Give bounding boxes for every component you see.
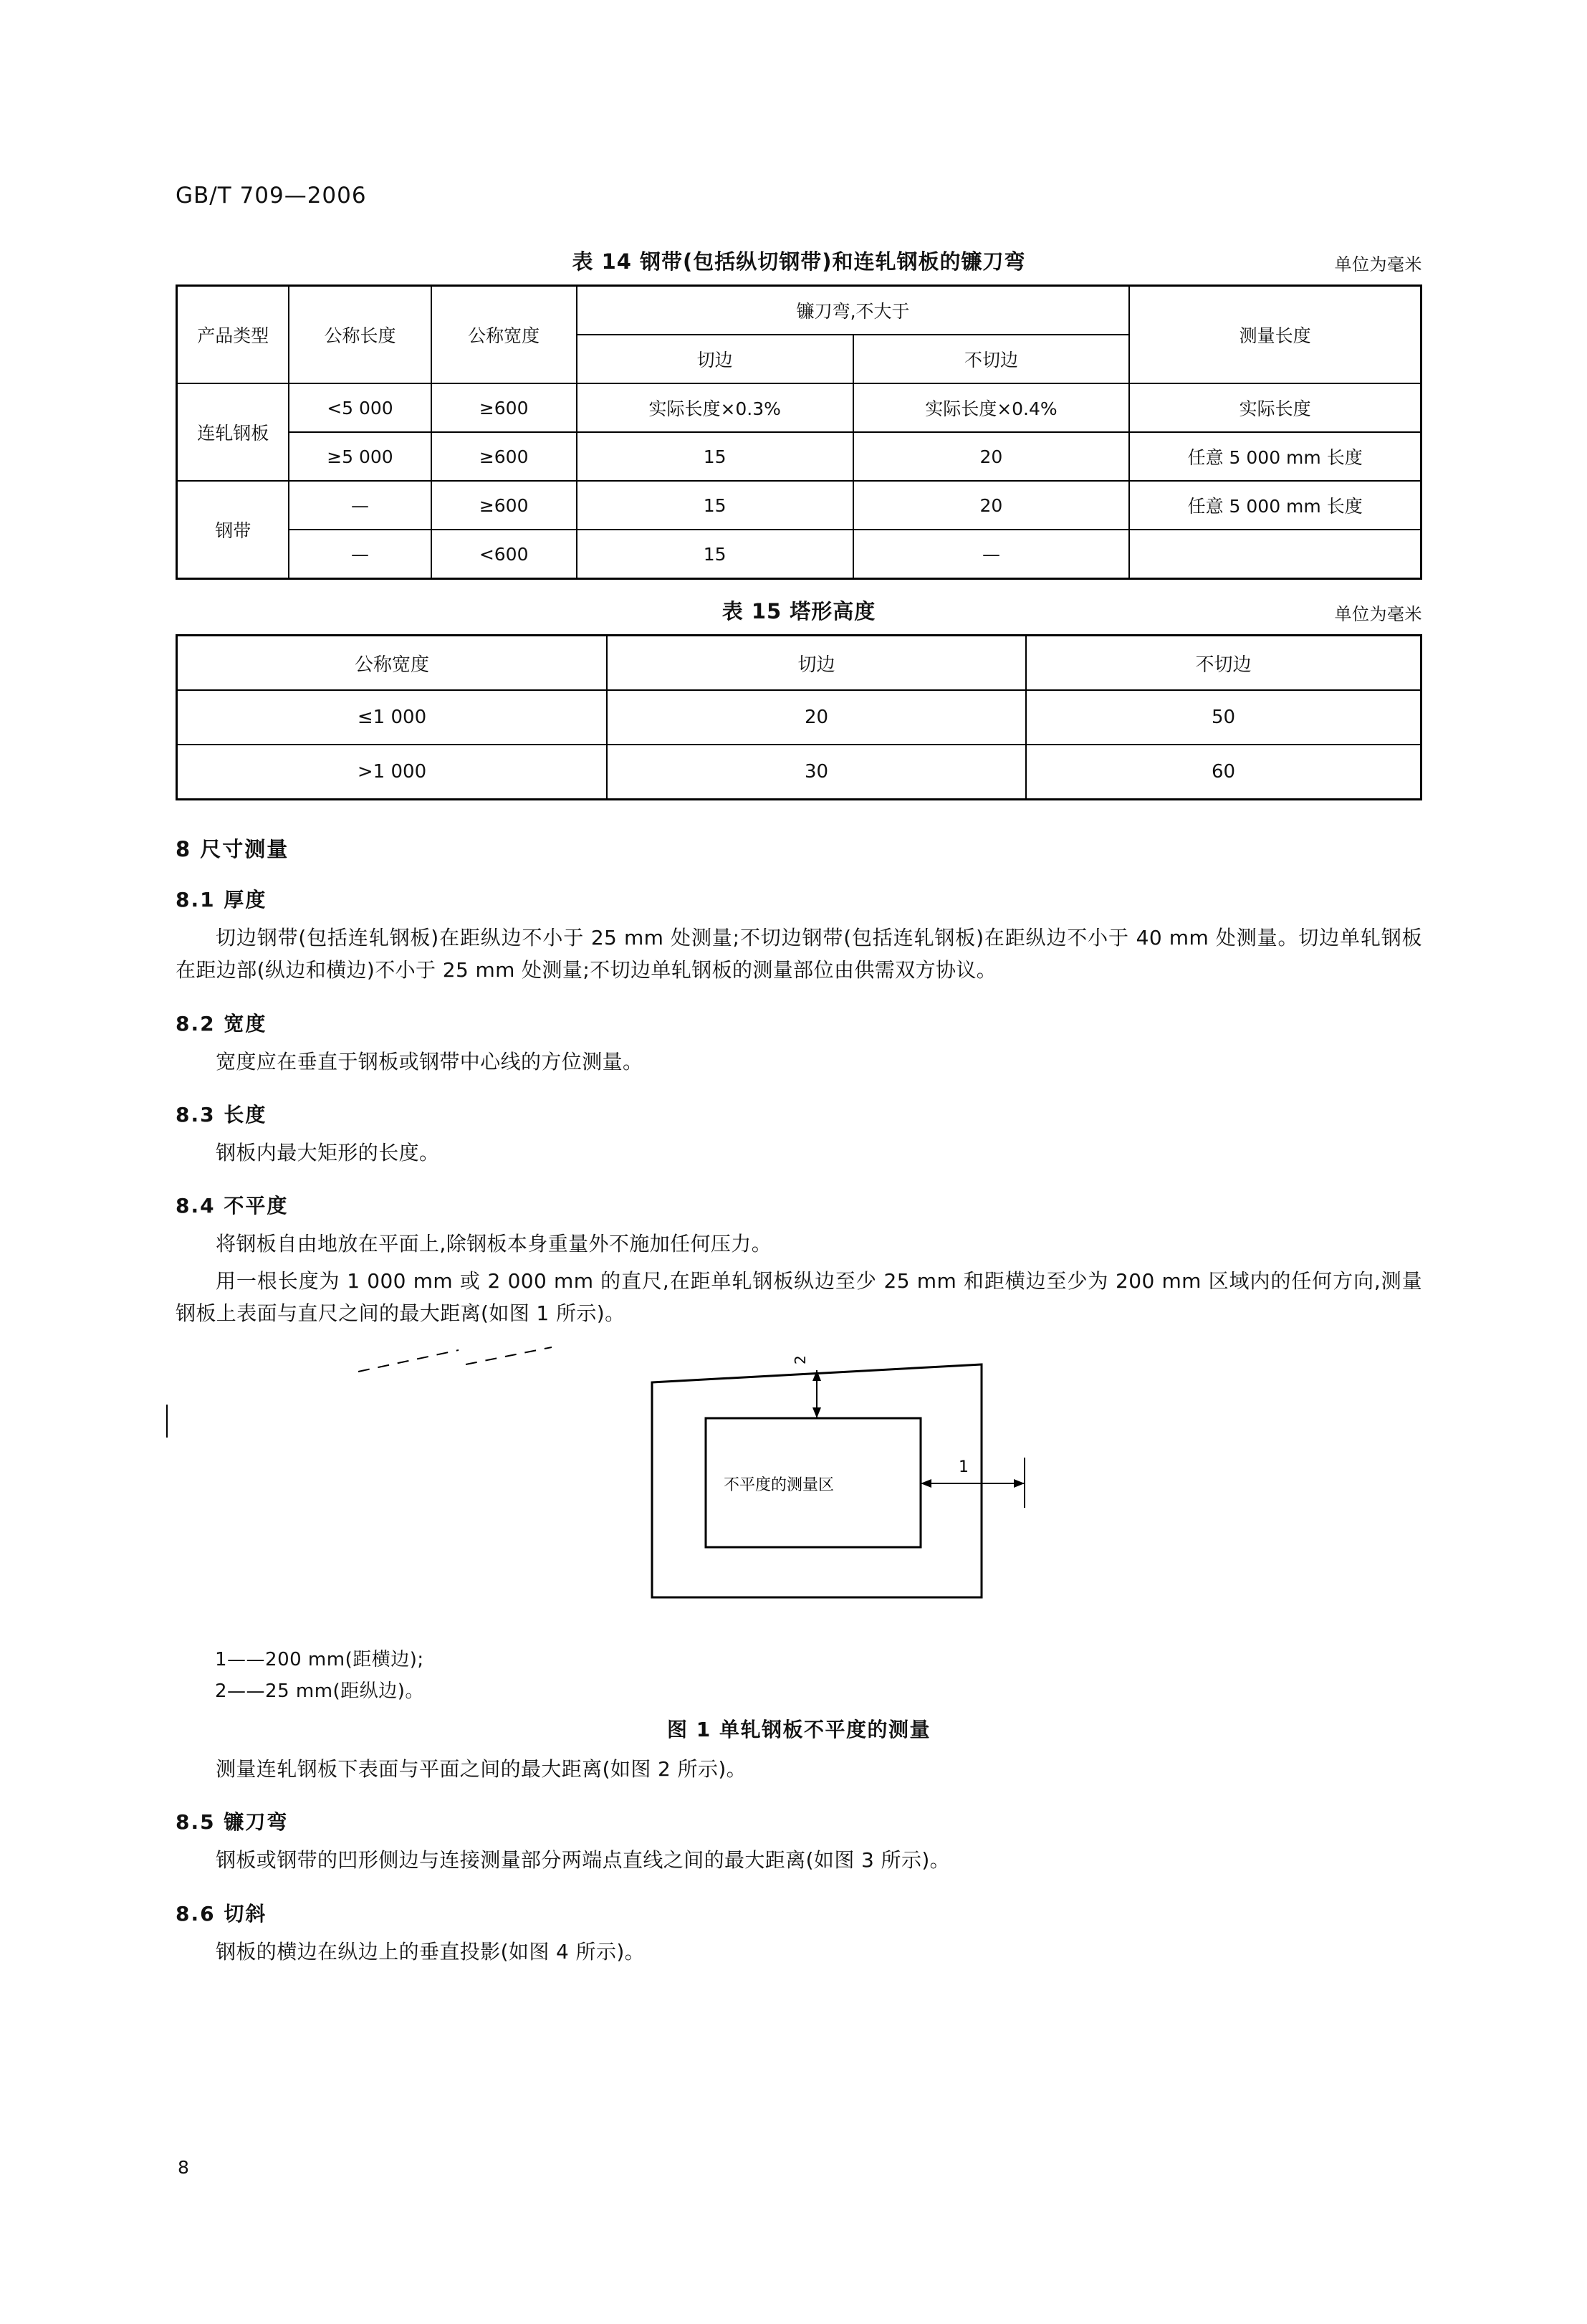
section-8-1-paragraph: 切边钢带(包括连轧钢板)在距纵边不小于 25 mm 处测量;不切边钢带(包括连轧钢板)在距纵边不小于 40 mm 处测量。切边单轧钢板在距边部(纵边和横边)不小于 25 mm 处测量;不切边单轧钢板的测量部位由供需双方协议。 (176, 926, 1422, 982)
cell-measure-2: 任意 5 000 mm 长度 (1129, 432, 1421, 481)
cell-length-3: — (289, 481, 431, 530)
cell-type-3: 钢带 (177, 481, 289, 579)
cell-length-2: ≥5 000 (289, 432, 431, 481)
cell15-trimmed-1: 20 (607, 690, 1026, 745)
cell-untrimmed-3: 20 (853, 481, 1130, 530)
svg-text:1: 1 (959, 1458, 969, 1476)
cell-untrimmed-2: 20 (853, 432, 1130, 481)
page-number: 8 (178, 2157, 189, 2178)
table15-caption: 表 15 塔形高度 (721, 599, 876, 623)
margin-tick-mark (166, 1405, 168, 1438)
section-8-6-paragraph: 钢板的横边在纵边上的垂直投影(如图 4 所示)。 (216, 1939, 646, 1964)
cell-width-3: ≥600 (431, 481, 577, 530)
table-row (177, 690, 1421, 745)
th15-trimmed: 切边 (607, 636, 1026, 691)
cell-width-4: <600 (431, 530, 577, 579)
table-row (177, 530, 1421, 579)
section-8-5-paragraph: 钢板或钢带的凹形侧边与连接测量部分两端点直线之间的最大距离(如图 3 所示)。 (216, 1848, 951, 1873)
th-untrimmed: 不切边 (853, 335, 1130, 383)
table14 (176, 284, 1422, 580)
table14-caption-row (176, 246, 1422, 277)
figure-1-note-1: 1——200 mm(距横边); (215, 1648, 424, 1670)
table-row (177, 383, 1421, 432)
figure-1-note-2: 2——25 mm(距纵边)。 (215, 1680, 424, 1702)
table15 (176, 634, 1422, 800)
cell-measure-3: 任意 5 000 mm 长度 (1129, 481, 1421, 530)
figure-1-drawing (315, 1343, 1282, 1644)
cell15-trimmed-2: 30 (607, 745, 1026, 800)
figure-1-title: 图 1 单轧钢板不平度的测量 (667, 1717, 931, 1741)
cell15-width-1: ≤1 000 (177, 690, 608, 745)
section-8-6-title: 8.6 切斜 (176, 1901, 267, 1926)
section-8-2-title: 8.2 宽度 (176, 1011, 267, 1036)
section-8-3-title: 8.3 长度 (176, 1103, 267, 1127)
section-8-title: 8 尺寸测量 (176, 837, 289, 861)
section-8-5-title: 8.5 镰刀弯 (176, 1810, 289, 1835)
cell-untrimmed-1: 实际长度×0.4% (853, 383, 1130, 432)
th-nominal-length: 公称长度 (289, 286, 431, 384)
table-row (177, 636, 1421, 691)
section-8-4-title: 8.4 不平度 (176, 1194, 289, 1218)
cell15-untrimmed-1: 50 (1026, 690, 1421, 745)
table15-caption-row (176, 596, 1422, 627)
section-8-3-paragraph: 钢板内最大矩形的长度。 (216, 1141, 440, 1165)
cell-untrimmed-4: — (853, 530, 1130, 579)
cell-measure-4 (1129, 530, 1421, 579)
table-row (177, 286, 1421, 335)
th-measure-length: 测量长度 (1129, 286, 1421, 384)
cell-width-2: ≥600 (431, 432, 577, 481)
cell-trimmed-4: 15 (577, 530, 853, 579)
cell-type-1: 连轧钢板 (177, 383, 289, 481)
svg-text:不平度的测量区: 不平度的测量区 (724, 1476, 835, 1494)
th15-untrimmed: 不切边 (1026, 636, 1421, 691)
cell15-untrimmed-2: 60 (1026, 745, 1421, 800)
table15-unit-note: 单位为毫米 (1334, 604, 1422, 624)
th15-nominal-width: 公称宽度 (177, 636, 608, 691)
section-8-1-title: 8.1 厚度 (176, 888, 267, 912)
th-nominal-width: 公称宽度 (431, 286, 577, 384)
cell-width-1: ≥600 (431, 383, 577, 432)
table14-unit-note: 单位为毫米 (1334, 254, 1422, 274)
table14-caption: 表 14 钢带(包括纵切钢带)和连轧钢板的镰刀弯 (572, 249, 1026, 274)
cell-trimmed-3: 15 (577, 481, 853, 530)
table-row (177, 432, 1421, 481)
page-content (176, 183, 1422, 1972)
cell15-width-2: >1 000 (177, 745, 608, 800)
section-8-4-paragraph-2: 用一根长度为 1 000 mm 或 2 000 mm 的直尺,在距单轧钢板纵边至少 25 mm 和距横边至少为 200 mm 区域内的任何方向,测量钢板上表面与直尺之间的最大距离(如图 1 所示)。 (176, 1268, 1422, 1326)
cell-measure-1: 实际长度 (1129, 383, 1421, 432)
section-8-2-paragraph: 宽度应在垂直于钢板或钢带中心线的方位测量。 (216, 1049, 643, 1073)
section-8-4-paragraph-3: 测量连轧钢板下表面与平面之间的最大距离(如图 2 所示)。 (216, 1756, 747, 1781)
figure-1 (176, 1343, 1422, 1644)
cell-trimmed-1: 实际长度×0.3% (577, 383, 853, 432)
th-trimmed: 切边 (577, 335, 853, 383)
cell-length-4: — (289, 530, 431, 579)
th-sickle-group: 镰刀弯,不大于 (577, 286, 1130, 335)
cell-trimmed-2: 15 (577, 432, 853, 481)
th-product-type: 产品类型 (177, 286, 289, 384)
table-row (177, 481, 1421, 530)
svg-text:2: 2 (792, 1354, 809, 1364)
table-row (177, 745, 1421, 800)
standard-code-header: GB/T 709—2006 (176, 183, 367, 209)
cell-length-1: <5 000 (289, 383, 431, 432)
section-8-4-paragraph-1: 将钢板自由地放在平面上,除钢板本身重量外不施加任何压力。 (216, 1232, 772, 1256)
